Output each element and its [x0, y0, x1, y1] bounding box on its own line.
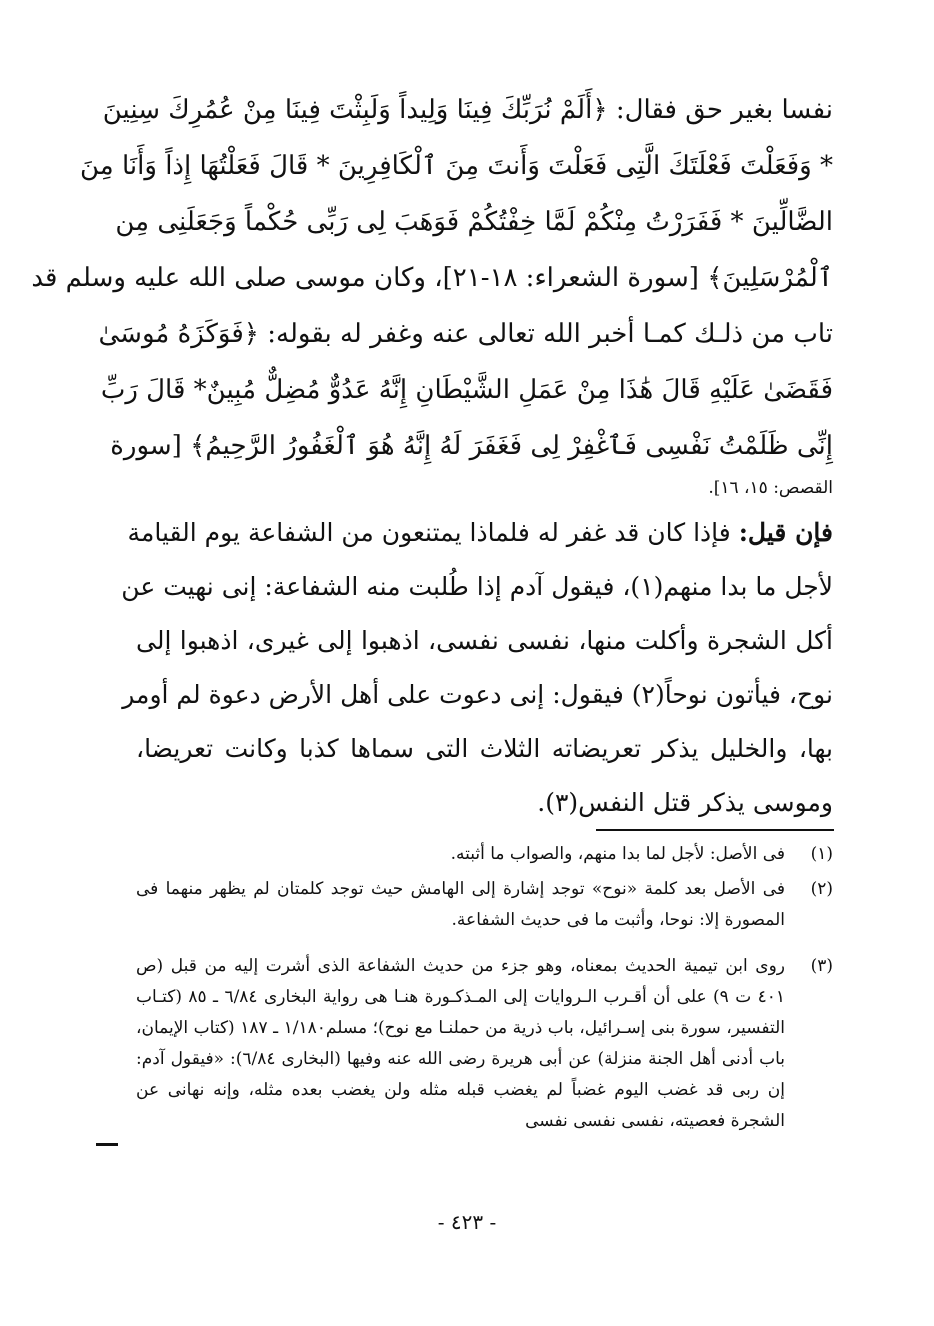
passage-line: ٱلْمُرْسَلِينَ﴾ [سورة الشعراء: ١٨-٢١]، وكان موسى صلى الله عليه وسلم قد	[31, 263, 833, 293]
passage-line: تاب من ذلـك كمـا أخبر الله تعالى عنه وغفر له بقوله: ﴿فَوَكَزَهُ مُوسَىٰ	[98, 319, 833, 349]
passage-line: القصص: ١٥، ١٦].	[708, 478, 833, 498]
footnote	[136, 951, 833, 1137]
paragraph-lead: فإن قيل:	[738, 518, 833, 547]
passage-line: نفسا بغير حق فقال: ﴿أَلَمْ نُرَبِّكَ فِينَا وَلِيداً وَلَبِثْتَ فِينَا مِنْ عُمُرِكَ سِنِينَ	[102, 95, 833, 125]
footnote-number: (٣)	[810, 956, 833, 976]
footnote	[136, 839, 833, 870]
paragraph-line: نوح، فيأتون نوحاً(٢) فيقول: إنى دعوت على أهل الأرض دعوة لم أومر	[122, 680, 833, 709]
paragraph-line: لأجل ما بدا منهم(١)، فيقول آدم إذا طُلبت منه الشفاعة: إنى نهيت عن	[121, 572, 833, 601]
paragraph-line: أكل الشجرة وأكلت منها، نفسى نفسى، اذهبوا إلى غيرى، اذهبوا إلى	[136, 626, 833, 655]
footnote-number: (٢)	[810, 879, 833, 899]
paragraph-line	[127, 512, 833, 554]
passage-line: * وَفَعَلْتَ فَعْلَتَكَ الَّتِى فَعَلْتَ وَأَنتَ مِنَ ٱلْكَافِرِينَ * قَالَ فَعَلْتُهَا إِذاً وَأَنَا مِنَ	[80, 151, 833, 181]
passage-line: الضَّالِّينَ * فَفَرَرْتُ مِنْكُمْ لَمَّا خِفْتُكُمْ فَوَهَبَ لِى رَبِّى حُكْماً وَجَعَلَنِى مِن	[115, 207, 833, 237]
paragraph-line: بها، والخليل يذكر تعريضاته الثلاث التى سماها كذبا وكانت تعريضا،	[136, 734, 833, 763]
footnote-separator	[596, 829, 834, 831]
footnote-number: (١)	[810, 844, 833, 864]
passage-line: إِنِّى ظَلَمْتُ نَفْسِى فَٱغْفِرْ لِى فَغَفَرَ لَهُ إِنَّهُ هُوَ ٱلْغَفُورُ الرَّحِيمُ﴾ [سورة	[110, 431, 833, 461]
paragraph-line-text: فإذا كان قد غفر له فلماذا يمتنعون من الشفاعة يوم القيامة	[127, 518, 731, 547]
footnote	[136, 874, 833, 936]
paragraph-line: وموسى يذكر قتل النفس(٣).	[537, 788, 833, 817]
footnote-text: فى الأصل: لأجل لما بدا منهم، والصواب ما أثبته.	[450, 844, 785, 864]
page-number: - ٤٢٣ -	[437, 1210, 497, 1234]
continuation-mark	[96, 1143, 118, 1146]
passage-line: فَقَضَىٰ عَلَيْهِ قَالَ هَٰذَا مِنْ عَمَلِ الشَّيْطَانِ إِنَّهُ عَدُوٌّ مُضِلٌّ مُبِينٌ* قَالَ رَبِّ	[100, 375, 833, 405]
footnote-text: روى ابن تيمية الحديث بمعناه، وهو جزء من حديث الشفاعة الذى أشرت إليه من قبل (ص ٤٠١ ت ٩) على أن أقـرب الـروايات إلى المـذكـورة هنـا هى رواية البخارى ٦/٨٤ ـ ٨٥ (كتـاب التفسير، سورة بنى إسـرائيل، باب ذرية من حملنـا مع نوح)؛ مسلم١/١٨٠ ـ ١٨٧ (كتاب الإيمان، باب أدنى أهل الجنة منزلة) عن أبى هريرة رضى الله عنه وفيها (البخارى ٦/٨٤): «فيقول آدم: إن ربى قد غضب اليوم غضباً لم يغضب قبله مثله ولن يغضب بعده مثله، وإنه نهانى عن الشجرة فعصيته، نفسى نفسى نفسى	[136, 956, 785, 1131]
footnote-text: فى الأصل بعد كلمة «نوح» توجد إشارة إلى الهامش حيث توجد كلمتان لم يظهر منهما فى المصورة إلا: نوحا، وأثبت ما فى حديث الشفاعة.	[136, 879, 785, 930]
